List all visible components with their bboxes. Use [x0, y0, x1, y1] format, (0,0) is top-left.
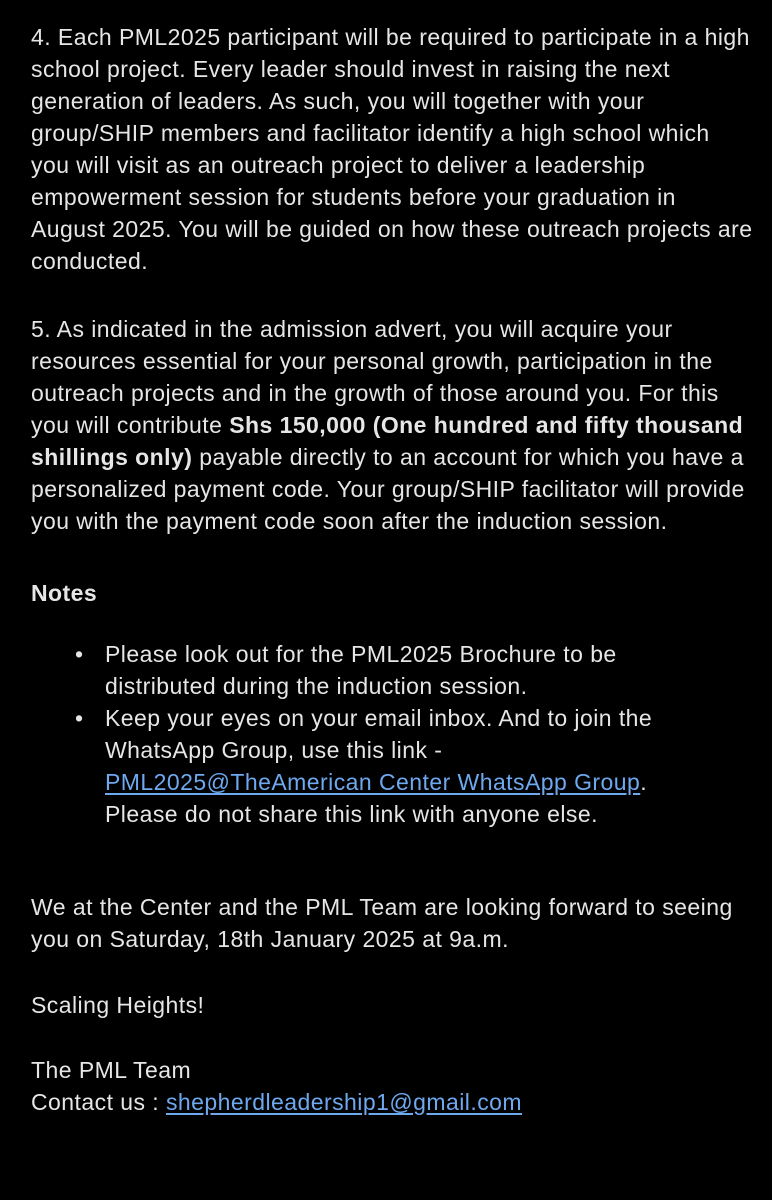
signature-block [31, 1054, 753, 1118]
closing-paragraph: We at the Center and the PML Team are looking forward to seeing you on Saturday, 18th January 2025 at 9a.m. [31, 894, 733, 952]
payment-amount: Shs 150,000 (One hundred and fifty thousand shillings only) [31, 412, 744, 470]
list-item [31, 638, 715, 702]
signoff: Scaling Heights! [31, 992, 205, 1018]
note-text-before: Keep your eyes on your email inbox. And to join the WhatsApp Group, use this link - [105, 705, 653, 763]
notes-list [31, 638, 772, 830]
note-text: Please look out for the PML2025 Brochure to be distributed during the induction session. [105, 641, 617, 699]
contact-email-link[interactable]: shepherdleadership1@gmail.com [165, 1089, 522, 1115]
item-5-text-after: payable directly to an account for which you have a personalized payment code. Your group/SHIP facilitator will provide you with the payment code soon after the induction session. [31, 444, 745, 534]
contact-label: Contact us : [31, 1089, 166, 1115]
paragraph-item-5 [31, 313, 753, 537]
notes-heading: Notes [31, 580, 98, 606]
list-item [31, 702, 715, 830]
bullet-icon: • [75, 641, 84, 667]
note-text-after: . Please do not share this link with anyone else. [105, 769, 648, 827]
paragraph-item-4: 4. Each PML2025 participant will be required to participate in a high school project. Every leader should invest in raising the next generation of leaders. As such, you will together with your group/SHIP members and facilitator identify a high school which you will visit as an outreach project to deliver a leadership empowerment session for students before your graduation in August 2025. You will be guided on how these outreach projects are conducted. [31, 24, 753, 274]
whatsapp-group-link[interactable]: PML2025@TheAmerican Center WhatsApp Group [105, 769, 641, 795]
bullet-icon: • [75, 705, 84, 731]
team-name: The PML Team [31, 1057, 192, 1083]
item-5-text-before: 5. As indicated in the admission advert, you will acquire your resources essential for your personal growth, participation in the outreach projects and in the growth of those around you. For this you will contribute [31, 316, 719, 438]
